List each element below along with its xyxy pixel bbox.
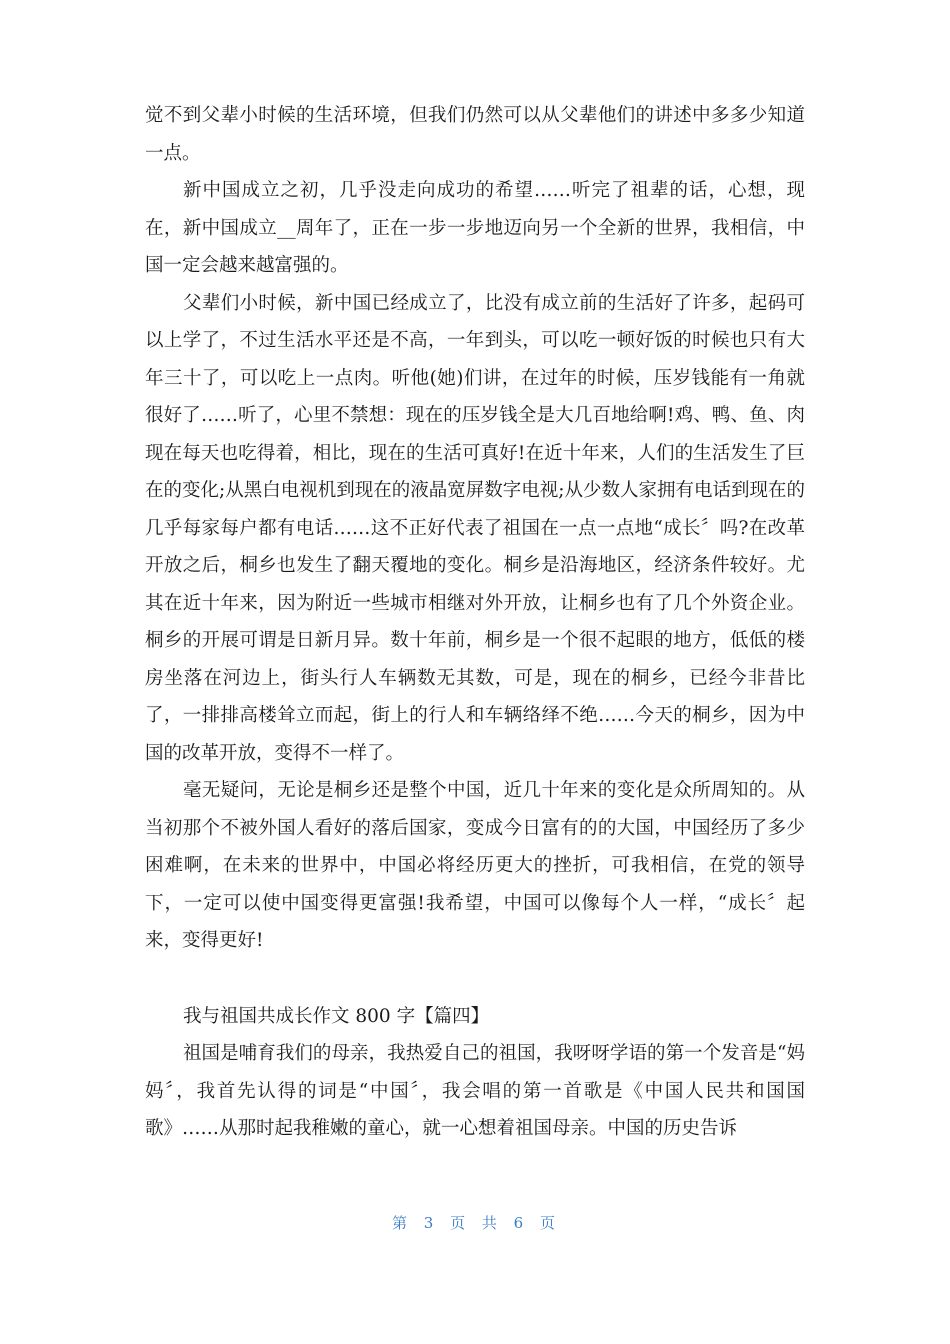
paragraph-conclusion: 毫无疑问，无论是桐乡还是整个中国，近几十年来的变化是众所周知的。从当初那个不被外国人看好的落后国家，变成今日富有的的大国，中国经历了多少困难啊，在未来的世界中，中国必将经历更大的挫折，可我相信，在党的领导下，一定可以使中国变得更富强!我希望，中国可以像每个人一样，“成长〞起来，变得更好!	[145, 780, 805, 951]
paragraph-continuation: 觉不到父辈小时候的生活环境，但我们仍然可以从父辈他们的讲述中多多少知道一点。	[145, 105, 805, 164]
page-number-footer: 第 3 页 共 6 页	[392, 1214, 558, 1232]
section-heading: 我与祖国共成长作文 800 字【篇四】	[183, 1005, 490, 1027]
section-spacer	[145, 960, 805, 998]
paragraph-founding: 新中国成立之初，几乎没走向成功的希望……听完了祖辈的话，心想，现在，新中国成立__周年了，正在一步一步地迈向另一个全新的世界，我相信，中国一定会越来越富强的。	[145, 180, 805, 276]
paragraph-motherland: 祖国是哺育我们的母亲，我热爱自己的祖国，我呀呀学语的第一个发音是“妈妈〞，我首先认得的词是“中国〞，我会唱的第一首歌是《中国人民共和国国歌》……从那时起我稚嫩的童心，就一心想着祖国母亲。中国的历史告诉	[145, 1043, 805, 1139]
document-body	[145, 97, 805, 1148]
paragraph-parents-childhood: 父辈们小时候，新中国已经成立了，比没有成立前的生活好了许多，起码可以上学了，不过生活水平还是不高，一年到头，可以吃一顿好饭的时候也只有大年三十了，可以吃上一点肉。听他(她)们讲，在过年的时候，压岁钱能有一角就很好了……听了，心里不禁想：现在的压岁钱全是大几百地给啊!鸡、鸭、鱼、肉现在每天也吃得着，相比，现在的生活可真好!在近十年来，人们的生活发生了巨在的变化;从黑白电视机到现在的液晶宽屏数字电视;从少数人家拥有电话到现在的几乎每家每户都有电话……这不正好代表了祖国在一点一点地“成长〞吗?在改革开放之后，桐乡也发生了翻天覆地的变化。桐乡是沿海地区，经济条件较好。尤其在近十年来，因为附近一些城市相继对外开放，让桐乡也有了几个外资企业。桐乡的开展可谓是日新月异。数十年前，桐乡是一个很不起眼的地方，低低的楼房坐落在河边上，街头行人车辆数无其数，可是，现在的桐乡，已经今非昔比了，一排排高楼耸立而起，街上的行人和车辆络绎不绝……今天的桐乡，因为中国的改革开放，变得不一样了。	[145, 292, 805, 764]
